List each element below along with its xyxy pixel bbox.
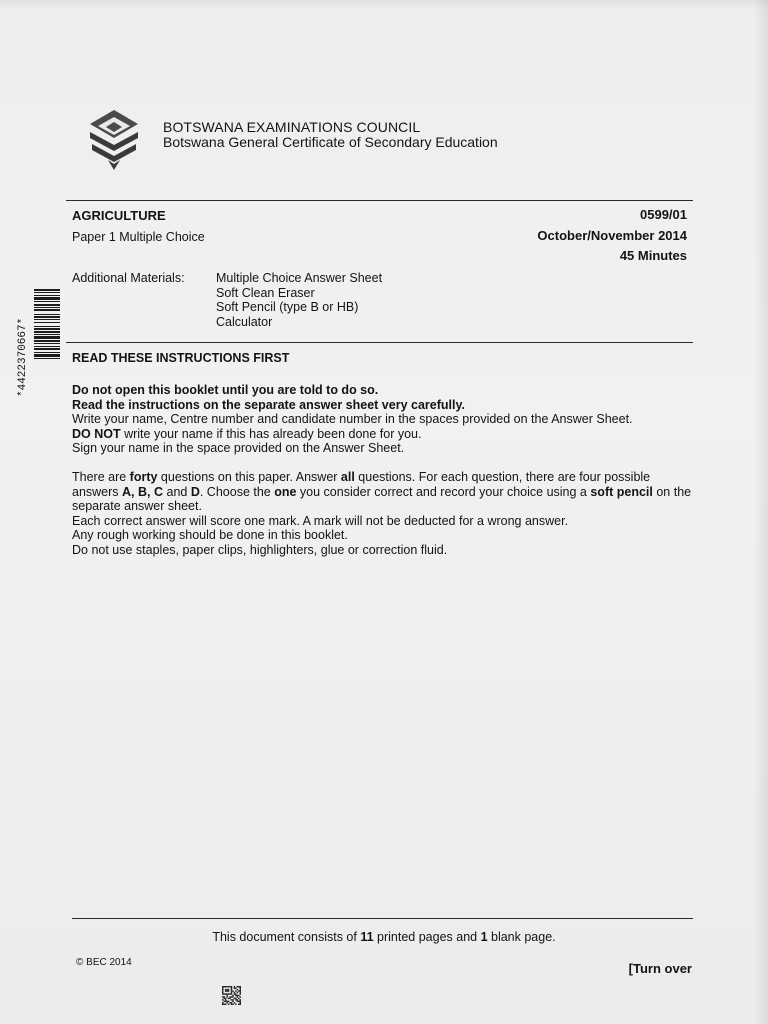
- barcode-number: *4422370667*: [17, 317, 29, 397]
- material-item: Soft Pencil (type B or HB): [216, 300, 359, 314]
- instructions-body: [72, 383, 692, 558]
- page-shadow-right: [754, 0, 768, 1024]
- instruction-paragraph: There are forty questions on this paper. Answer all questions. For each question, there are four possible answers A, B, C and D. Choose the one you consider correct and record your choice using a soft pencil on the separate answer sheet.: [72, 469, 692, 514]
- exam-duration: 45 Minutes: [619, 248, 687, 263]
- certificate-name: Botswana General Certificate of Secondary Education: [163, 134, 498, 150]
- barcode-icon: [34, 289, 60, 425]
- subject-title: AGRICULTURE: [72, 208, 166, 223]
- paper-code: 0599/01: [640, 207, 687, 222]
- page-count-note: This document consists of 11 printed pages and 1 blank page.: [212, 930, 556, 944]
- qr-code-icon: [222, 986, 241, 1005]
- instruction-line: Write your name, Centre number and candidate number in the spaces provided on the Answer Sheet.: [72, 412, 633, 427]
- instruction-line: Do not open this booklet until you are told to do so.: [72, 383, 379, 397]
- material-item: Soft Clean Eraser: [216, 285, 315, 300]
- page-shadow-top: [0, 0, 768, 10]
- divider-instructions: [66, 342, 693, 343]
- instruction-line: Do not use staples, paper clips, highlighters, glue or correction fluid.: [72, 542, 448, 557]
- instruction-line: Any rough working should be done in this booklet.: [72, 528, 348, 543]
- instruction-line: Sign your name in the space provided on the Answer Sheet.: [72, 441, 405, 456]
- instruction-line: Each correct answer will score one mark. A mark will not be deducted for a wrong answer.: [72, 513, 569, 528]
- council-name: BOTSWANA EXAMINATIONS COUNCIL: [163, 119, 421, 135]
- materials-list: [216, 271, 382, 329]
- materials-label: Additional Materials:: [72, 271, 185, 285]
- instruction-line: Read the instructions on the separate answer sheet very carefully.: [72, 397, 465, 412]
- material-item: Calculator: [216, 314, 273, 329]
- instruction-line: DO NOT write your name if this has already been done for you.: [72, 426, 422, 441]
- turn-over-note: [Turn over: [628, 961, 692, 976]
- bec-logo-icon: [88, 108, 140, 172]
- exam-session: October/November 2014: [537, 228, 687, 243]
- divider-top: [66, 200, 693, 201]
- copyright: © BEC 2014: [76, 957, 132, 968]
- material-item: Multiple Choice Answer Sheet: [216, 271, 383, 285]
- paper-name: Paper 1 Multiple Choice: [72, 230, 205, 244]
- divider-footer: [72, 918, 693, 919]
- instructions-heading: READ THESE INSTRUCTIONS FIRST: [72, 351, 290, 365]
